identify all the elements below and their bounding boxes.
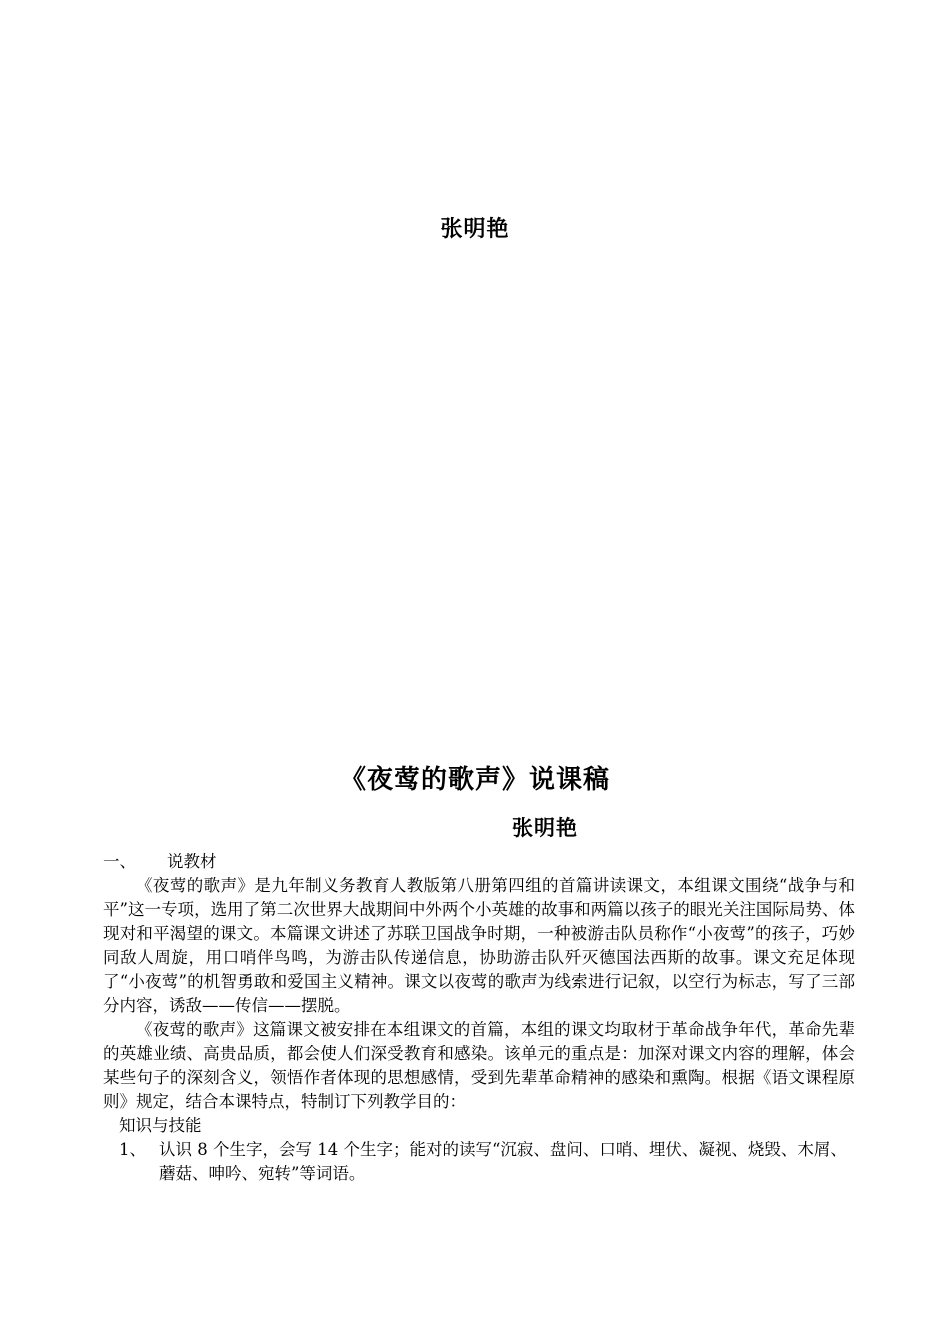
list-item-number: 1、 (119, 1140, 146, 1159)
document-author: 张明艳 (512, 816, 578, 840)
sub-heading: 知识与技能 (119, 1116, 202, 1135)
list-item (103, 1138, 855, 1186)
section-number: 一、 (103, 852, 136, 871)
paragraph: 《夜莺的歌声》是九年制义务教育人教版第八册第四组的首篇讲读课文，本组课文围绕“战争与和平”这一专项，选用了第二次世界大战期间中外两个小英雄的故事和两篇以孩子的眼光关注国际局势、体现对和平渴望的课文。本篇课文讲述了苏联卫国战争时期，一种被游击队员称作“小夜莺”的孩子，巧妙同敌人周旋，用口哨伴鸟鸣，为游击队传递信息，协助游击队歼灭德国法西斯的故事。课文充足体现了“小夜莺”的机智勇敢和爱国主义精神。课文以夜莺的歌声为线索进行记叙，以空行为标志，写了三部分内容，诱敌——传信——摆脱。 (103, 876, 855, 1015)
cover-author: 张明艳 (440, 217, 510, 242)
document-body (103, 850, 855, 1186)
paragraph: 《夜莺的歌声》这篇课文被安排在本组课文的首篇，本组的课文均取材于革命战争年代，革命先辈的英雄业绩、高贵品质，都会使人们深受教育和感染。该单元的重点是：加深对课文内容的理解，体会某些句子的深刻含义，领悟作者体现的思想感情，受到先辈革命精神的感染和熏陶。根据《语文课程原则》规定，结合本课特点，特制订下列教学目的： (103, 1020, 855, 1111)
section-title: 说教材 (167, 852, 217, 871)
document-title: 《夜莺的歌声》说课稿 (339, 765, 610, 795)
section-heading (103, 850, 855, 874)
list-item-text: 认识 8 个生字，会写 14 个生字；能对的读写“沉寂、盘问、口哨、埋伏、凝视、烧毁、木屑、蘑菇、呻吟、宛转”等词语。 (159, 1140, 847, 1183)
